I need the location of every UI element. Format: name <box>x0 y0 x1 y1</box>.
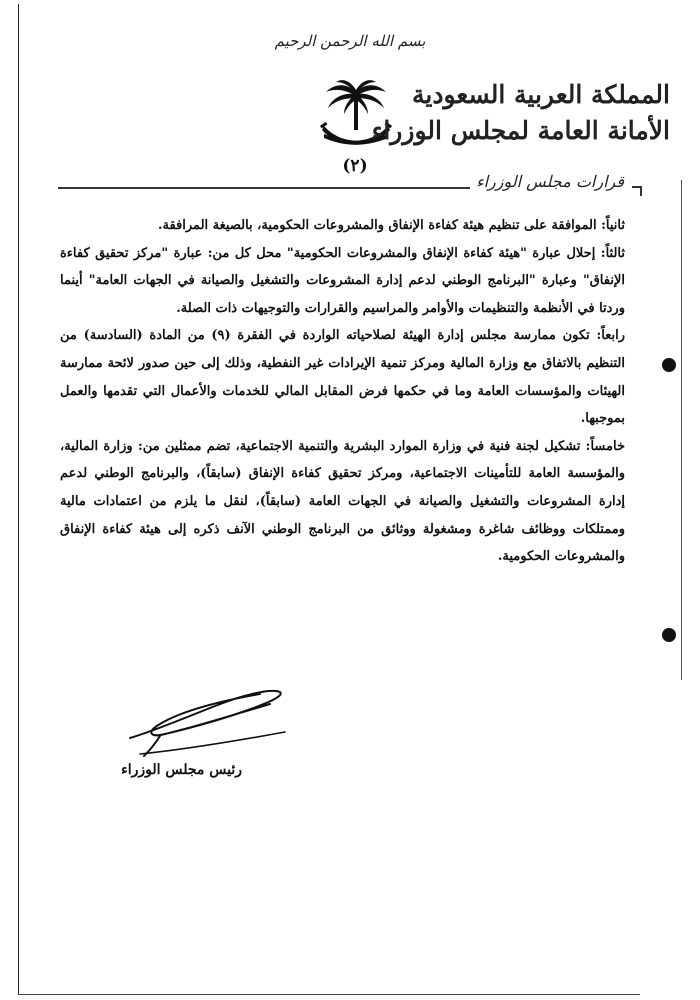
clause-text: تشكيل لجنة فنية في وزارة الموارد البشرية والتنمية الاجتماعية، تضم ممثلين من: وزارة المالية، والمؤسسة العامة للتأمينات الاجتماعية، ومركز تحقيق كفاءة الإنفاق (سابقاً)، والبرنامج الوطني لدعم إدارة المشروعات والتشغيل والصيانة في الجهات العامة (سابقاً)، لنقل ما يلزم من اعتمادات مالية وممتلكات ووظائف شاغرة ومشغولة ووثائق من البرنامج الوطني الآنف ذكره إلى هيئة كفاءة الإنفاق والمشروعات الحكومية. <box>60 438 625 565</box>
decision-body <box>60 212 625 571</box>
secretariat-heading: الأمانة العامة لمجلس الوزراء <box>371 116 670 145</box>
kingdom-heading: المملكة العربية السعودية <box>411 80 670 109</box>
bismillah: بسم الله الرحمن الرحيم <box>274 32 426 50</box>
punch-hole-icon <box>662 358 676 372</box>
bottom-margin-rule <box>18 994 640 995</box>
page-number: (٢) <box>342 156 368 176</box>
header-divider-end <box>632 186 642 196</box>
header-divider <box>58 187 525 189</box>
clause-third <box>60 240 625 323</box>
clause-second <box>60 212 625 240</box>
clause-label: خامساً: <box>585 438 625 454</box>
clause-text: تكون ممارسة مجلس إدارة الهيئة لصلاحياته الواردة في الفقرة (٩) من المادة (السادسة) من التنظيم بالاتفاق مع وزارة المالية ومركز تنمية الإيرادات غير النفطية، وذلك إلى حين صدور لائحة ممارسة الهيئات والمؤسسات العامة وما في حكمها فرض المقابل المالي للخدمات والأعمال التي تقدمها والعمل بموجبها. <box>60 328 625 427</box>
left-margin-rule <box>18 4 19 994</box>
signer-title: رئيس مجلس الوزراء <box>121 762 242 778</box>
handwritten-signature <box>120 680 290 760</box>
clause-fifth <box>60 433 625 571</box>
right-margin-rule <box>681 180 682 680</box>
clause-label: ثالثاً: <box>600 245 625 261</box>
decisions-heading: قرارات مجلس الوزراء <box>470 172 630 191</box>
clause-text: إحلال عبارة "هيئة كفاءة الإنفاق والمشروعات الحكومية" محل كل من: عبارة "مركز تحقيق كفاءة الإنفاق" وعبارة "البرنامج الوطني لدعم إدارة المشروعات والتشغيل والصيانة في الجهات العامة" أينما وردتا في الأنظمة والتنظيمات والأوامر والمراسيم والقرارات والتوجيهات ذات الصلة. <box>60 245 625 316</box>
clause-label: ثانياً: <box>601 218 625 233</box>
clause-label: رابعاً: <box>596 328 625 344</box>
punch-hole-icon <box>662 628 676 642</box>
clause-text: الموافقة على تنظيم هيئة كفاءة الإنفاق والمشروعات الحكومية، بالصيغة المرافقة. <box>157 218 597 233</box>
clause-fourth <box>60 322 625 432</box>
